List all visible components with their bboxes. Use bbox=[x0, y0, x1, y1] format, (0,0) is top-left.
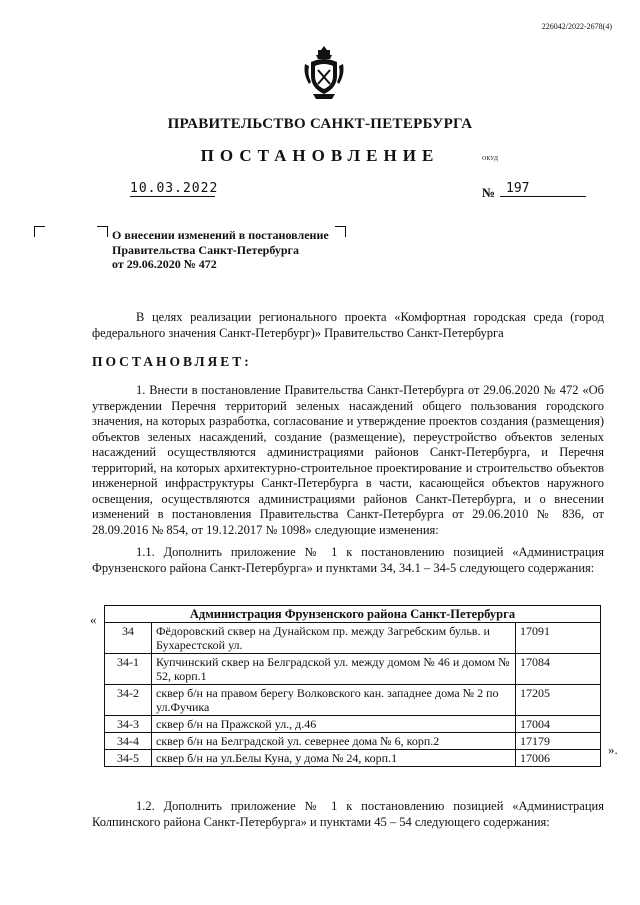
document-date: 10.03.2022 bbox=[130, 181, 219, 196]
decree-heading: ПОСТАНОВЛЯЕТ: bbox=[92, 354, 252, 369]
row-number: 34-5 bbox=[105, 750, 152, 767]
corner-mark-right bbox=[335, 226, 346, 237]
row-description: Фёдоровский сквер на Дунайском пр. между Загребским бульв. и Бухарестской ул. bbox=[152, 623, 516, 654]
row-code: 17179 bbox=[516, 733, 601, 750]
number-label: № bbox=[482, 185, 496, 200]
table-header: Администрация Фрунзенского района Санкт-Петербурга bbox=[105, 606, 601, 623]
document-number: 197 bbox=[500, 181, 586, 197]
row-number: 34-2 bbox=[105, 685, 152, 716]
table-row bbox=[105, 623, 601, 654]
row-number: 34-1 bbox=[105, 654, 152, 685]
row-description: сквер б/н на ул.Белы Куна, у дома № 24, корп.1 bbox=[152, 750, 516, 767]
document-type-title: ПОСТАНОВЛЕНИЕ bbox=[200, 146, 440, 165]
row-description: сквер б/н на Пражской ул., д.46 bbox=[152, 716, 516, 733]
paragraph-1-2: 1.2. Дополнить приложение № 1 к постановлению позицией «Администрация Колпинского района Санкт-Петербурга» и пунктами 45 – 54 следующего содержания: bbox=[92, 799, 604, 829]
corner-mark-middle bbox=[97, 226, 108, 237]
paragraph-1: 1. Внести в постановление Правительства Санкт-Петербурга от 29.06.2020 № 472 «Об утверждении Перечня территорий зеленых насаждений общего пользования городского значения, на которых разработка, согласование и утверждение проектов создания (размещения) объектов зеленых насаждений, создание (размещение), переустройство объектов зеленых насаждений осуществляются администрациями районов Санкт-Петербурга, и Перечня территорий, на которых архитектурно-строительное проектирование и строительство объектов инженерной инфраструктуры Санкт-Петербурга в части, касающейся объектов наружного освещения, осуществляются администрациями районов Санкт-Петербурга, и о внесении изменений в постановления Правительства Санкт-Петербурга от 29.06.2010 № 836, от 28.09.2016 № 854, от 19.12.2017 № 1098» следующие изменения: bbox=[92, 383, 604, 537]
row-description: Купчинский сквер на Белградской ул. между домом № 46 и домом № 52, корп.1 bbox=[152, 654, 516, 685]
document-subject bbox=[112, 228, 329, 272]
row-description: сквер б/н на Белградской ул. севернее дома № 6, корп.2 bbox=[152, 733, 516, 750]
subject-line: О внесении изменений в постановление bbox=[112, 228, 329, 242]
row-code: 17084 bbox=[516, 654, 601, 685]
document-registration-number: 226042/2022-2678(4) bbox=[541, 22, 612, 31]
paragraph-1-1: 1.1. Дополнить приложение № 1 к постановлению позицией «Администрация Фрунзенского района Санкт-Петербурга» и пунктами 34, 34.1 – 34-5 следующего содержания: bbox=[92, 545, 604, 575]
table-row bbox=[105, 716, 601, 733]
closing-quote: ». bbox=[608, 742, 618, 757]
row-number: 34-4 bbox=[105, 733, 152, 750]
subject-line: Правительства Санкт-Петербурга bbox=[112, 242, 300, 257]
preamble-paragraph: В целях реализации регионального проекта «Комфортная городская среда (город федерального значения Санкт-Петербург)» Правительство Санкт-Петербурга bbox=[92, 310, 604, 340]
government-title: ПРАВИТЕЛЬСТВО САНКТ-ПЕТЕРБУРГА bbox=[167, 116, 473, 132]
corner-mark-left bbox=[34, 226, 45, 237]
row-code: 17006 bbox=[516, 750, 601, 767]
row-code: 17091 bbox=[516, 623, 601, 654]
row-code: 17004 bbox=[516, 716, 601, 733]
row-code: 17205 bbox=[516, 685, 601, 716]
table-row bbox=[105, 654, 601, 685]
subject-line: от 29.06.2020 № 472 bbox=[112, 257, 217, 271]
table-row bbox=[105, 733, 601, 750]
row-description: сквер б/н на правом берегу Волковского кан. западнее дома № 2 по ул.Фучика bbox=[152, 685, 516, 716]
table-row bbox=[105, 685, 601, 716]
territories-table bbox=[104, 605, 601, 767]
row-number: 34-3 bbox=[105, 716, 152, 733]
row-number: 34 bbox=[105, 623, 152, 654]
okud-label: ОКУД bbox=[482, 156, 498, 162]
coat-of-arms-emblem-icon bbox=[303, 44, 345, 102]
table-row bbox=[105, 750, 601, 767]
opening-quote: « bbox=[90, 612, 97, 627]
